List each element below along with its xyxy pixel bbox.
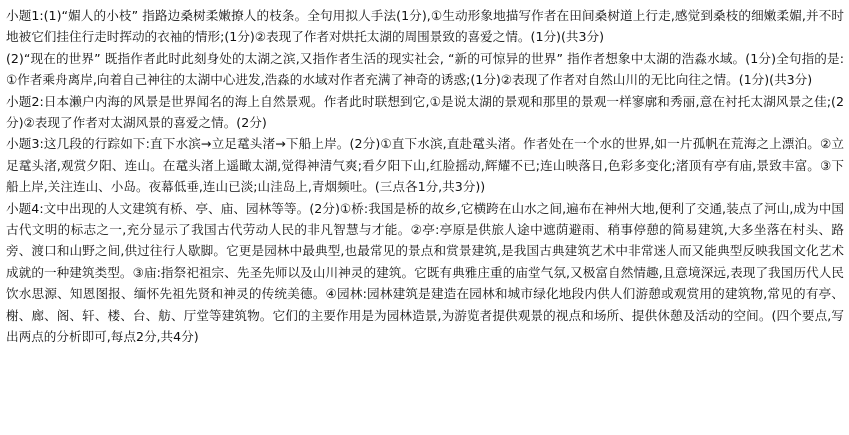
answer-paragraph-q1-part1: 小题1:(1)“媚人的小枝” 指路边桑树柔嫩撩人的枝条。全句用拟人手法(1分),①生动形象地描写作者在田间桑树道上行走,感觉到桑枝的细嫩柔媚,并不时地被它们挂住行走时挥动的衣袖的情形;(1分)②表现了作者对烘托太湖的周围景致的喜爱之情。(1分)(共3分)	[6, 8, 844, 45]
answer-paragraph-q4: 小题4:文中出现的人文建筑有桥、亭、庙、园林等等。(2分)①桥:我国是桥的故乡,它横跨在山水之间,遍布在神州大地,便利了交通,装点了河山,成为中国古代文明的标志之一,充分显示了我国古代劳动人民的非凡智慧与才能。②亭:亭原是供旅人途中遮荫避雨、稍事停憩的简易建筑,大多坐落在村头、路旁、渡口和山野之间,供过往行人歇脚。它更是园林中最典型,也最常见的景点和赏景建筑,是我国古典建筑艺术中非常迷人而又能典型反映我国文化艺术成就的一种建筑类型。③庙:指祭祀祖宗、先圣先师以及山川神灵的建筑。它既有典雅庄重的庙堂气氛,又极富自然情趣,且意境深远,表现了我国历代人民饮水思源、知恩图报、缅怀先祖先贤和神灵的传统美德。④园林:园林建筑是建造在园林和城市绿化地段内供人们游憩或观赏用的建筑物,常见的有亭、榭、廊、阁、轩、楼、台、舫、厅堂等建筑物。它们的主要作用是为园林造景,为游览者提供观景的视点和场所、提供休憩及活动的空间。(四个要点,写出两点的分析即可,每点2分,共4分)	[6, 200, 844, 345]
answer-document	[6, 5, 844, 348]
answer-paragraph-q2: 小题2:日本濑户内海的风景是世界闻名的海上自然景观。作者此时联想到它,①是说太湖的景观和那里的景观一样寥廓和秀丽,意在衬托太湖风景之佳;(2分)②表现了作者对太湖风景的喜爱之情。(2分)	[6, 93, 844, 131]
answer-paragraph-q3: 小题3:这几段的行踪如下:直下水滨→立足鼋头渚→下船上岸。(2分)①直下水滨,直赴鼋头渚。作者处在一个水的世界,如一片孤帆在荒海之上漂泊。②立足鼋头渚,观赏夕阳、连山。在鼋头渚上遥瞰太湖,觉得神清气爽;看夕阳下山,红脸摇动,辉耀不已;连山映落日,色彩多变化;渚顶有亭有庙,景致丰富。③下船上岸,关注连山、小岛。夜幕低垂,连山已淡;山洼岛上,青烟频吐。(三点各1分,共3分))	[6, 136, 844, 195]
answer-paragraph-q1-part2: (2)“现在的世界” 既指作者此时此刻身处的太湖之滨,又指作者生活的现实社会, “新的可惊异的世界” 指作者想象中太湖的浩淼水域。(1分)全句指的是:①作者乘舟离岸,向着自己神往的太湖中心进发,浩淼的水域对作者充满了神奇的诱惑;(1分)②表现了作者对自然山川的无比向往之情。(1分)(共3分)	[6, 50, 844, 88]
